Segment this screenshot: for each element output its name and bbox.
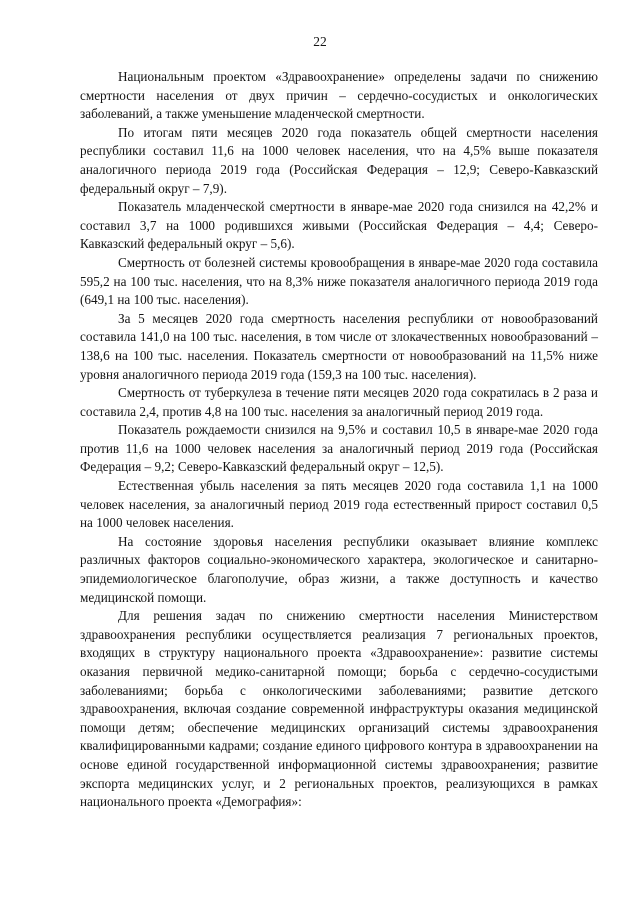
paragraph-health-factors: На состояние здоровья населения республики оказывает влияние комплекс различных факторов социально-экономического характера, экологическое и санитарно-эпидемиологическое благополучие, образ жизни, а также доступность и качество медицинской помощи. xyxy=(80,533,598,605)
page-number: 22 xyxy=(313,34,327,49)
paragraph-neoplasm-mortality: За 5 месяцев 2020 года смертность населения республики от новообразований составила 141,0 на 100 тыс. населения, в том числе от злокачественных новообразований – 138,6 на 100 тыс. населения. Показатель смертности от новообразований на 11,5% ниже уровня аналогичного периода 2019 года (159,3 на 100 тыс. населения). xyxy=(80,310,598,382)
paragraph-birth-rate: Показатель рождаемости снизился на 9,5% и составил 10,5 в январе-мае 2020 года против 11,6 на 1000 человек населения за аналогичный период 2019 года (Российская Федерация – 9,2; Северо-Кавказский федеральный округ – 12,5). xyxy=(80,422,598,475)
document-body xyxy=(80,68,598,812)
paragraph-natural-decline: Естественная убыль населения за пять месяцев 2020 года составила 1,1 на 1000 человек населения, за аналогичный период 2019 года естественный прирост составил 0,5 на 1000 человек населения. xyxy=(80,478,598,531)
paragraph-general-mortality: По итогам пяти месяцев 2020 года показатель общей смертности населения республики составил 11,6 на 1000 человек населения, что на 4,5% выше показателя аналогичного периода 2019 года (Российская Федерация – 12,9; Северо-Кавказский федеральный округ – 7,9). xyxy=(80,124,598,196)
paragraph-national-project-goals: Национальным проектом «Здравоохранение» определены задачи по снижению смертности населения от двух причин – сердечно-сосудистых и онкологических заболеваний, а также уменьшение младенческой смертности. xyxy=(80,69,598,122)
paragraph-regional-projects: Для решения задач по снижению смертности населения Министерством здравоохранения республики осуществляется реализация 7 региональных проектов, входящих в структуру национального проекта «Здравоохранение»: развитие системы оказания первичной медико-санитарной помощи; борьба с сердечно-сосудистыми заболеваниями; борьба с онкологическими заболеваниями; развитие детского здравоохранения, включая создание современной инфраструктуры оказания медицинской помощи детям; обеспечение медицинских организаций системы здравоохранения квалифицированными кадрами; создание единого цифрового контура в здравоохранении на основе единой государственной информационной системы здравоохранения; развитие экспорта медицинских услуг, и 2 региональных проектов, реализующихся в рамках национального проекта «Демография»: xyxy=(80,608,598,810)
paragraph-tuberculosis-mortality: Смертность от туберкулеза в течение пяти месяцев 2020 года сократилась в 2 раза и составила 2,4, против 4,8 на 100 тыс. населения за аналогичный период 2019 года. xyxy=(80,385,598,419)
paragraph-circulatory-mortality: Смертность от болезней системы кровообращения в январе-мае 2020 года составила 595,2 на 100 тыс. населения, что на 8,3% ниже показателя аналогичного периода 2019 года (649,1 на 100 тыс. населения). xyxy=(80,254,598,308)
paragraph-infant-mortality: Показатель младенческой смертности в январе-мае 2020 года снизился на 42,2% и составил 3,7 на 1000 родившихся живыми (Российская Федерация – 4,4; Северо-Кавказский федеральный округ – 5,6). xyxy=(80,199,598,252)
